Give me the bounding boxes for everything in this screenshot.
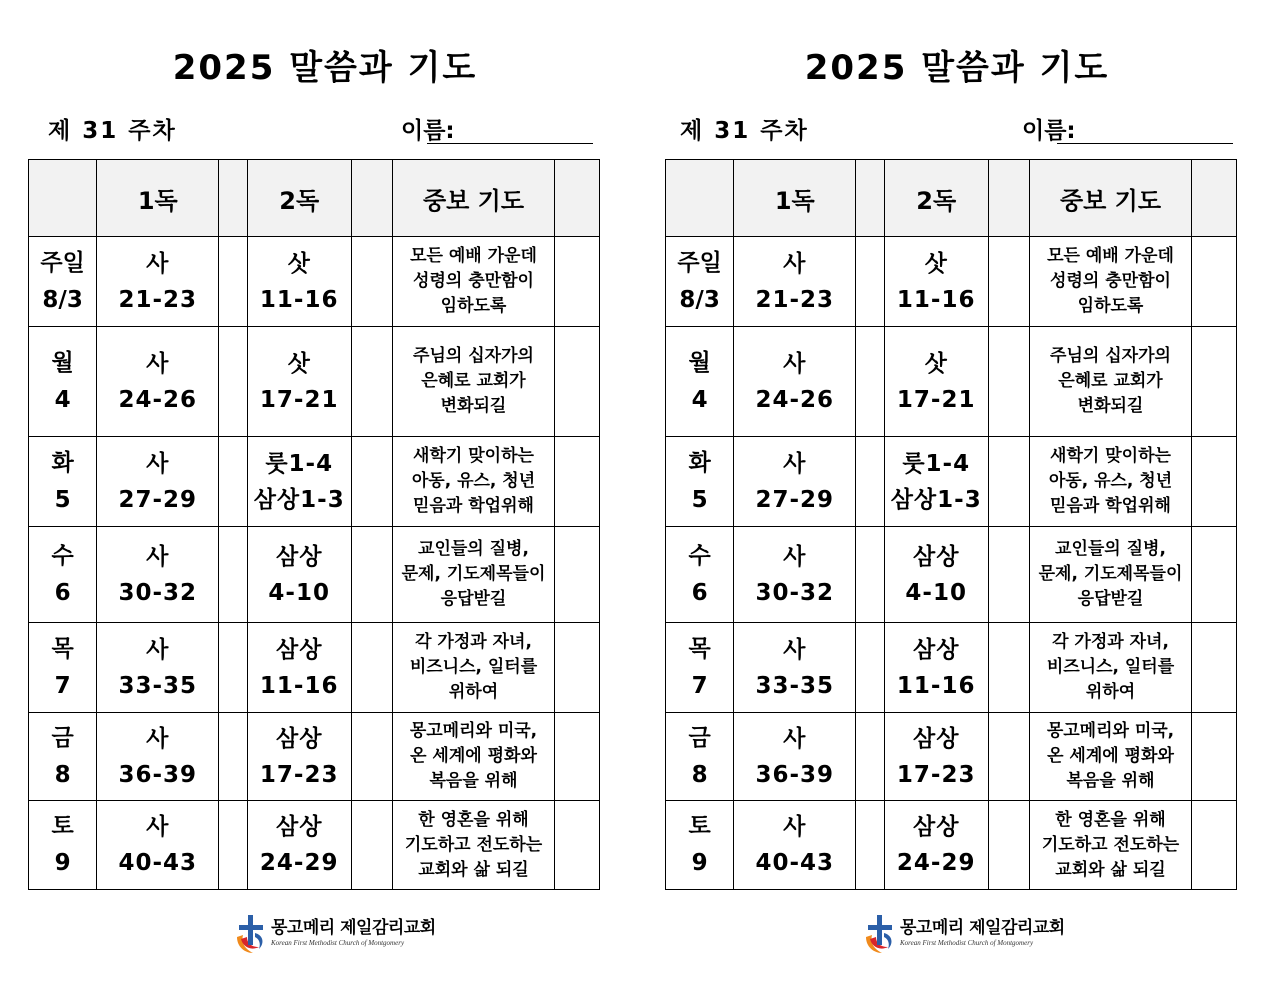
schedule-table xyxy=(665,159,1237,890)
reading-1-cell xyxy=(97,801,219,890)
reading-1-book: 사 xyxy=(783,543,807,570)
prayer-cell xyxy=(1029,327,1191,437)
reading-1-book: 사 xyxy=(783,814,807,840)
schedule-row xyxy=(29,527,600,623)
day-name: 토 xyxy=(688,813,711,839)
reading-1-checkbox[interactable] xyxy=(219,527,247,623)
reading-1-chapters: 21-23 xyxy=(118,286,198,313)
reading-1-checkbox[interactable] xyxy=(219,801,247,890)
day-date: 4 xyxy=(54,386,71,413)
reading-1-checkbox[interactable] xyxy=(856,623,884,713)
reading-1-checkbox[interactable] xyxy=(219,623,247,713)
reading-1-cell xyxy=(734,801,856,890)
prayer-line-1: 주님의 십자가의 xyxy=(1050,346,1171,366)
prayer-checkbox[interactable] xyxy=(1192,237,1237,327)
reading-2-line-2: 11-16 xyxy=(259,286,339,313)
reading-2-line-1: 삿 xyxy=(287,250,311,277)
header-check-1 xyxy=(856,160,884,237)
prayer-checkbox[interactable] xyxy=(1192,713,1237,801)
schedule-row xyxy=(666,623,1237,713)
reading-2-line-2: 11-16 xyxy=(259,672,339,699)
reading-2-line-2: 17-23 xyxy=(259,761,339,788)
reading-2-line-2: 삼상1-3 xyxy=(253,486,345,513)
prayer-line-3: 교회와 삶 되길 xyxy=(418,859,529,880)
reading-2-line-1: 삼상 xyxy=(912,814,960,840)
reading-1-chapters: 40-43 xyxy=(755,850,835,876)
reading-1-cell xyxy=(97,327,219,437)
day-date: 5 xyxy=(54,486,71,513)
reading-1-book: 사 xyxy=(783,636,807,663)
prayer-cell xyxy=(1029,801,1191,890)
prayer-line-2: 온 세계에 평화와 xyxy=(410,746,537,766)
day-name: 토 xyxy=(51,813,74,839)
prayer-line-3: 임하도록 xyxy=(1077,296,1144,316)
prayer-line-2: 성령의 충만함이 xyxy=(413,271,534,291)
cross-flame-icon xyxy=(862,913,896,955)
cross-flame-icon xyxy=(233,913,267,955)
prayer-line-3: 교회와 삶 되길 xyxy=(1055,859,1166,880)
reading-1-cell xyxy=(97,623,219,713)
reading-2-line-1: 삼상 xyxy=(275,636,323,663)
reading-2-cell xyxy=(884,713,988,801)
prayer-line-2: 문제, 기도제목들이 xyxy=(1038,564,1183,584)
day-cell xyxy=(29,801,97,890)
day-date: 8/3 xyxy=(42,286,83,313)
reading-2-line-2: 17-21 xyxy=(896,386,976,413)
header-check-3 xyxy=(555,160,600,237)
page-title: 2025 말씀과 기도 xyxy=(172,48,478,88)
day-name: 주일 xyxy=(40,249,85,276)
prayer-line-2: 기도하고 전도하는 xyxy=(1041,834,1180,855)
prayer-checkbox[interactable] xyxy=(1192,437,1237,527)
day-name: 월 xyxy=(51,349,74,376)
prayer-line-1: 모든 예배 가운데 xyxy=(1047,246,1174,266)
reading-2-cell xyxy=(884,237,988,327)
reading-2-line-1: 삼상 xyxy=(912,636,960,663)
reading-2-cell xyxy=(884,437,988,527)
reading-1-chapters: 24-26 xyxy=(118,386,198,413)
name-label: 이름: xyxy=(401,118,455,144)
logo-english-name: Korean First Methodist Church of Montgomery xyxy=(900,939,1034,947)
reading-1-checkbox[interactable] xyxy=(856,801,884,890)
reading-2-checkbox[interactable] xyxy=(988,713,1029,801)
header-prayer: 중보 기도 xyxy=(392,160,554,237)
prayer-cell xyxy=(1029,237,1191,327)
reading-2-line-2: 4-10 xyxy=(905,579,967,606)
prayer-line-1: 교인들의 질병, xyxy=(1055,539,1166,559)
day-date: 6 xyxy=(691,579,708,606)
day-date: 8 xyxy=(54,761,71,788)
reading-1-chapters: 36-39 xyxy=(118,761,198,788)
header-check-1 xyxy=(219,160,247,237)
reading-2-line-1: 삼상 xyxy=(275,725,323,752)
reading-2-line-2: 11-16 xyxy=(896,672,976,699)
reading-1-chapters: 21-23 xyxy=(755,286,835,313)
prayer-line-2: 기도하고 전도하는 xyxy=(404,834,543,855)
prayer-line-3: 복음을 위해 xyxy=(429,771,518,791)
reading-1-chapters: 27-29 xyxy=(118,486,198,513)
prayer-line-1: 한 영혼을 위해 xyxy=(418,809,529,830)
reading-2-checkbox[interactable] xyxy=(351,527,392,623)
reading-1-chapters: 30-32 xyxy=(755,579,835,606)
reading-1-book: 사 xyxy=(146,636,170,663)
reading-2-cell xyxy=(884,801,988,890)
reading-1-chapters: 30-32 xyxy=(118,579,198,606)
prayer-line-1: 새학기 맞이하는 xyxy=(1050,446,1171,466)
prayer-cell xyxy=(392,527,554,623)
reading-2-line-1: 삼상 xyxy=(275,814,323,840)
prayer-line-2: 아동, 유스, 청년 xyxy=(1048,471,1173,491)
reading-1-checkbox[interactable] xyxy=(856,437,884,527)
reading-1-checkbox[interactable] xyxy=(219,237,247,327)
reading-2-checkbox[interactable] xyxy=(988,437,1029,527)
reading-2-line-2: 17-21 xyxy=(259,386,339,413)
logo-english-name: Korean First Methodist Church of Montgomery xyxy=(271,939,405,947)
day-cell xyxy=(666,237,734,327)
reading-2-line-1: 삼상 xyxy=(912,725,960,752)
day-name: 수 xyxy=(688,542,711,569)
church-logo xyxy=(862,913,1065,955)
day-date: 9 xyxy=(54,850,71,876)
day-name: 목 xyxy=(688,635,711,662)
reading-1-book: 사 xyxy=(783,250,807,277)
day-date: 9 xyxy=(691,850,708,876)
reading-2-cell xyxy=(247,237,351,327)
reading-2-checkbox[interactable] xyxy=(988,237,1029,327)
reading-1-book: 사 xyxy=(146,543,170,570)
name-input-line[interactable] xyxy=(1057,143,1233,144)
day-cell xyxy=(29,527,97,623)
prayer-line-2: 비즈니스, 일터를 xyxy=(409,657,538,677)
name-input-line[interactable] xyxy=(427,143,593,144)
reading-2-checkbox[interactable] xyxy=(988,623,1029,713)
day-cell xyxy=(29,713,97,801)
prayer-line-2: 문제, 기도제목들이 xyxy=(401,564,546,584)
reading-1-cell xyxy=(97,437,219,527)
prayer-line-3: 임하도록 xyxy=(440,296,507,316)
reading-1-book: 사 xyxy=(146,725,170,752)
reading-1-cell xyxy=(97,527,219,623)
reading-2-line-1: 삿 xyxy=(924,350,948,377)
panel-left xyxy=(0,0,600,989)
prayer-checkbox[interactable] xyxy=(1192,527,1237,623)
reading-1-chapters: 40-43 xyxy=(118,850,198,876)
reading-2-cell xyxy=(247,713,351,801)
reading-2-checkbox[interactable] xyxy=(988,801,1029,890)
schedule-row xyxy=(29,713,600,801)
reading-2-line-1: 삿 xyxy=(287,350,311,377)
prayer-line-3: 위하여 xyxy=(448,682,499,702)
reading-2-cell xyxy=(884,327,988,437)
reading-2-line-1: 룻1-4 xyxy=(902,450,971,477)
page-title: 2025 말씀과 기도 xyxy=(804,48,1110,88)
reading-1-book: 사 xyxy=(146,350,170,377)
panel-right xyxy=(637,0,1237,989)
schedule-row xyxy=(666,327,1237,437)
reading-1-checkbox[interactable] xyxy=(856,527,884,623)
reading-1-checkbox[interactable] xyxy=(856,237,884,327)
name-label: 이름: xyxy=(1022,118,1076,144)
prayer-checkbox[interactable] xyxy=(555,437,600,527)
reading-1-book: 사 xyxy=(146,450,170,477)
reading-1-cell xyxy=(97,713,219,801)
reading-1-cell xyxy=(734,527,856,623)
header-row xyxy=(29,160,600,237)
prayer-line-1: 새학기 맞이하는 xyxy=(413,446,534,466)
day-cell xyxy=(666,527,734,623)
prayer-cell xyxy=(392,623,554,713)
reading-2-checkbox[interactable] xyxy=(351,237,392,327)
reading-2-line-2: 4-10 xyxy=(268,579,330,606)
reading-2-checkbox[interactable] xyxy=(351,713,392,801)
day-date: 7 xyxy=(54,672,71,699)
prayer-line-1: 교인들의 질병, xyxy=(418,539,529,559)
reading-2-line-2: 11-16 xyxy=(896,286,976,313)
prayer-line-2: 온 세계에 평화와 xyxy=(1047,746,1174,766)
reading-2-cell xyxy=(247,801,351,890)
day-name: 금 xyxy=(51,724,74,751)
prayer-line-1: 모든 예배 가운데 xyxy=(410,246,537,266)
prayer-line-2: 비즈니스, 일터를 xyxy=(1046,657,1175,677)
header-reading-1: 1독 xyxy=(734,160,856,237)
prayer-line-2: 성령의 충만함이 xyxy=(1050,271,1171,291)
prayer-line-1: 주님의 십자가의 xyxy=(413,346,534,366)
prayer-line-3: 믿음과 학업위해 xyxy=(1050,496,1171,516)
reading-1-chapters: 33-35 xyxy=(118,672,198,699)
header-prayer: 중보 기도 xyxy=(1029,160,1191,237)
prayer-line-3: 변화되길 xyxy=(440,396,507,416)
day-cell xyxy=(666,801,734,890)
day-date: 5 xyxy=(691,486,708,513)
prayer-cell xyxy=(392,237,554,327)
logo-korean-name: 몽고메리 제일감리교회 xyxy=(900,918,1065,938)
prayer-line-3: 응답받길 xyxy=(440,589,507,609)
header-reading-1: 1독 xyxy=(97,160,219,237)
day-date: 4 xyxy=(691,386,708,413)
day-name: 수 xyxy=(51,542,74,569)
prayer-checkbox[interactable] xyxy=(555,237,600,327)
prayer-checkbox[interactable] xyxy=(1192,623,1237,713)
prayer-line-2: 은혜로 교회가 xyxy=(421,371,526,391)
prayer-line-1: 한 영혼을 위해 xyxy=(1055,809,1166,830)
prayer-line-1: 몽고메리와 미국, xyxy=(1046,721,1175,741)
prayer-line-3: 복음을 위해 xyxy=(1066,771,1155,791)
schedule-row xyxy=(666,437,1237,527)
prayer-checkbox[interactable] xyxy=(555,623,600,713)
day-cell xyxy=(666,437,734,527)
header-check-2 xyxy=(351,160,392,237)
prayer-cell xyxy=(392,801,554,890)
reading-1-checkbox[interactable] xyxy=(856,713,884,801)
schedule-row xyxy=(29,801,600,890)
schedule-row xyxy=(29,623,600,713)
church-logo xyxy=(233,913,436,955)
reading-2-cell xyxy=(247,623,351,713)
day-date: 6 xyxy=(54,579,71,606)
reading-2-checkbox[interactable] xyxy=(351,801,392,890)
week-label: 제 31 주차 xyxy=(680,118,809,144)
day-date: 8 xyxy=(691,761,708,788)
prayer-cell xyxy=(392,437,554,527)
week-label: 제 31 주차 xyxy=(48,118,177,144)
reading-2-line-2: 24-29 xyxy=(259,850,339,876)
reading-2-checkbox[interactable] xyxy=(988,527,1029,623)
prayer-checkbox[interactable] xyxy=(555,527,600,623)
reading-2-cell xyxy=(247,527,351,623)
header-check-2 xyxy=(988,160,1029,237)
reading-2-line-1: 삼상 xyxy=(912,543,960,570)
schedule-row xyxy=(29,437,600,527)
schedule-row xyxy=(666,527,1237,623)
reading-2-checkbox[interactable] xyxy=(351,623,392,713)
header-reading-2: 2독 xyxy=(884,160,988,237)
prayer-checkbox[interactable] xyxy=(1192,327,1237,437)
logo-korean-name: 몽고메리 제일감리교회 xyxy=(271,918,436,938)
header-day xyxy=(666,160,734,237)
day-cell xyxy=(29,437,97,527)
reading-2-cell xyxy=(884,623,988,713)
prayer-line-3: 믿음과 학업위해 xyxy=(413,496,534,516)
reading-1-book: 사 xyxy=(146,250,170,277)
reading-1-cell xyxy=(734,437,856,527)
prayer-checkbox[interactable] xyxy=(555,327,600,437)
reading-1-checkbox[interactable] xyxy=(219,713,247,801)
prayer-line-2: 은혜로 교회가 xyxy=(1058,371,1163,391)
schedule-row xyxy=(666,237,1237,327)
prayer-checkbox[interactable] xyxy=(555,713,600,801)
reading-2-line-2: 24-29 xyxy=(896,850,976,876)
prayer-line-3: 위하여 xyxy=(1085,682,1136,702)
prayer-checkbox[interactable] xyxy=(1192,801,1237,890)
reading-2-cell xyxy=(884,527,988,623)
reading-2-line-1: 룻1-4 xyxy=(265,450,334,477)
reading-2-checkbox[interactable] xyxy=(988,327,1029,437)
day-date: 8/3 xyxy=(679,286,720,313)
header-day xyxy=(29,160,97,237)
prayer-line-1: 각 가정과 자녀, xyxy=(1052,632,1169,652)
header-check-3 xyxy=(1192,160,1237,237)
day-name: 목 xyxy=(51,635,74,662)
day-cell xyxy=(29,623,97,713)
reading-1-chapters: 36-39 xyxy=(755,761,835,788)
prayer-line-1: 각 가정과 자녀, xyxy=(415,632,532,652)
prayer-line-3: 응답받길 xyxy=(1077,589,1144,609)
reading-1-book: 사 xyxy=(783,725,807,752)
reading-1-chapters: 27-29 xyxy=(755,486,835,513)
reading-1-checkbox[interactable] xyxy=(219,327,247,437)
reading-2-checkbox[interactable] xyxy=(351,437,392,527)
schedule-row xyxy=(29,237,600,327)
reading-1-cell xyxy=(97,237,219,327)
reading-1-checkbox[interactable] xyxy=(219,437,247,527)
reading-2-line-1: 삼상 xyxy=(275,543,323,570)
prayer-line-2: 아동, 유스, 청년 xyxy=(411,471,536,491)
reading-1-book: 사 xyxy=(783,450,807,477)
prayer-checkbox[interactable] xyxy=(555,801,600,890)
prayer-cell xyxy=(392,327,554,437)
reading-2-cell xyxy=(247,437,351,527)
reading-1-chapters: 24-26 xyxy=(755,386,835,413)
reading-1-checkbox[interactable] xyxy=(856,327,884,437)
day-name: 화 xyxy=(51,449,74,476)
reading-2-cell xyxy=(247,327,351,437)
day-cell xyxy=(666,713,734,801)
reading-1-book: 사 xyxy=(146,814,170,840)
reading-1-cell xyxy=(734,713,856,801)
day-name: 주일 xyxy=(677,249,722,276)
prayer-cell xyxy=(1029,527,1191,623)
day-date: 7 xyxy=(691,672,708,699)
prayer-line-3: 변화되길 xyxy=(1077,396,1144,416)
reading-2-line-2: 삼상1-3 xyxy=(890,486,982,513)
day-cell xyxy=(666,623,734,713)
day-cell xyxy=(29,237,97,327)
prayer-cell xyxy=(392,713,554,801)
reading-1-cell xyxy=(734,237,856,327)
day-name: 화 xyxy=(688,449,711,476)
header-row xyxy=(666,160,1237,237)
schedule-table xyxy=(28,159,600,890)
prayer-cell xyxy=(1029,437,1191,527)
reading-1-cell xyxy=(734,623,856,713)
reading-1-book: 사 xyxy=(783,350,807,377)
schedule-row xyxy=(666,801,1237,890)
schedule-row xyxy=(29,327,600,437)
reading-2-line-1: 삿 xyxy=(924,250,948,277)
prayer-line-1: 몽고메리와 미국, xyxy=(409,721,538,741)
day-name: 월 xyxy=(688,349,711,376)
day-cell xyxy=(666,327,734,437)
day-cell xyxy=(29,327,97,437)
schedule-row xyxy=(666,713,1237,801)
reading-2-line-2: 17-23 xyxy=(896,761,976,788)
prayer-cell xyxy=(1029,713,1191,801)
header-reading-2: 2독 xyxy=(247,160,351,237)
prayer-cell xyxy=(1029,623,1191,713)
day-name: 금 xyxy=(688,724,711,751)
reading-2-checkbox[interactable] xyxy=(351,327,392,437)
reading-1-cell xyxy=(734,327,856,437)
reading-1-chapters: 33-35 xyxy=(755,672,835,699)
